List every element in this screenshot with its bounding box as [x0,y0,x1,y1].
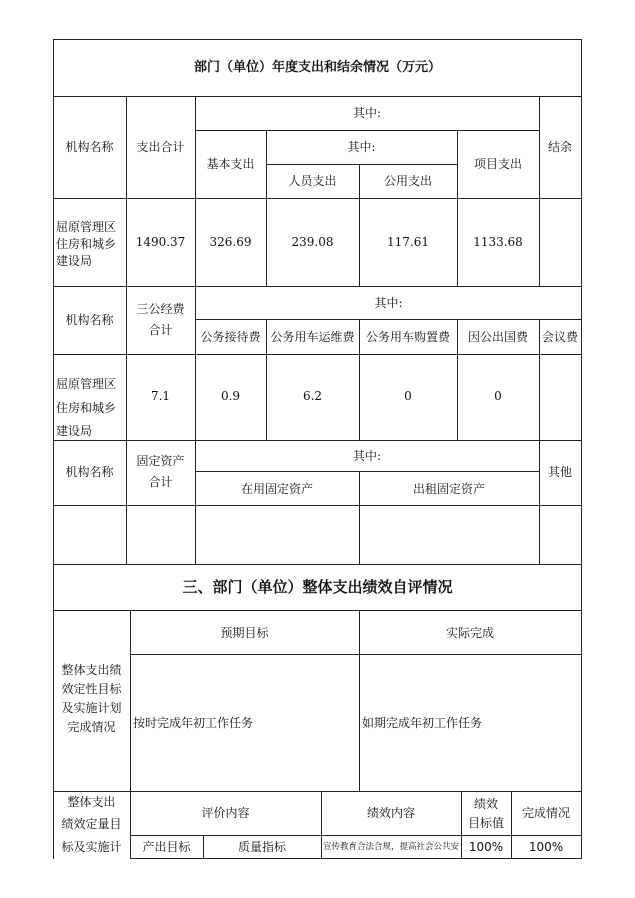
line [195,96,196,286]
abroad-value: 0 [494,389,502,403]
line [53,791,582,792]
three-public-header: 合计 [148,323,173,337]
qualitative-label: 完成情况 [67,720,116,734]
project-value: 1133.68 [473,235,523,249]
line [539,96,540,286]
reception-header: 公务接待费 [200,330,261,344]
three-public-header: 三公经费 [136,302,185,316]
line [195,319,582,320]
expected-goal-header: 预期目标 [220,626,269,640]
expected-goal-text: 按时完成年初工作任务 [133,716,254,730]
line [126,96,127,286]
perf-target-header: 绩效 [473,797,498,811]
org-name-line: 建设局 [56,254,93,268]
line [53,505,582,506]
line [130,858,582,859]
of-which-header: 其中: [374,296,403,310]
line [53,96,582,97]
perf-target-header: 目标值 [467,816,504,830]
personnel-value: 239.08 [291,235,334,249]
line [53,39,54,859]
basic-expense-header: 基本支出 [206,157,255,171]
other-header: 其他 [547,465,572,479]
line [53,564,582,565]
line [457,130,458,286]
org-name-header: 机构名称 [65,465,114,479]
total-value: 1490.37 [135,235,186,249]
rented-assets-header: 出租固定资产 [412,482,485,496]
line [53,286,582,287]
line [539,440,540,564]
perf-row-text: 宣传教育合法合规，提高社会公共安 [322,842,459,852]
line [130,610,131,859]
qualitative-label: 及实施计划 [61,701,122,715]
org-name-line: 屈原管理区 [56,377,117,391]
quantitative-label: 整体支出 [67,795,116,809]
of-which-header: 其中: [352,449,382,463]
actual-done-text: 如期完成年初工作任务 [362,716,483,730]
line [53,610,582,611]
public-header: 公用支出 [383,174,432,188]
of-which-header: 其中: [352,106,382,120]
section1-title: 部门（单位）年度支出和结余情况（万元） [193,60,441,75]
perf-content-header: 绩效内容 [366,806,415,820]
vehicle-operation-value: 6.2 [302,389,323,403]
line [581,39,582,859]
line [266,164,457,165]
qualitative-label: 整体支出绩 [61,663,122,677]
meeting-header: 会议费 [541,330,578,344]
org-name-line: 屈原管理区 [56,220,117,234]
target-value: 100% [468,840,504,854]
total-expense-header: 支出合计 [136,140,185,154]
abroad-header: 因公出国费 [467,330,528,344]
quantitative-label: 标及实施计 [61,840,122,854]
org-name-line: 建设局 [56,424,93,438]
org-name-line: 住房和城乡 [56,237,117,251]
line [195,471,539,472]
line [53,440,582,441]
budget-table [53,39,582,859]
balance-header: 结余 [547,140,572,154]
basic-value: 326.69 [209,235,252,249]
org-name-line: 住房和城乡 [56,401,117,415]
output-goal-cell: 产出目标 [142,840,191,854]
vehicle-operation-header: 公务用车运维费 [270,330,355,344]
line [53,39,582,40]
completion-header: 完成情况 [521,806,570,820]
org-name-header: 机构名称 [65,140,114,154]
of-which-sub-header: 其中: [347,140,376,154]
completion-value: 100% [528,840,564,854]
quality-indicator-cell: 质量指标 [237,840,286,854]
fixed-assets-header: 固定资产 [136,454,185,468]
vehicle-purchase-value: 0 [404,389,412,403]
personnel-header: 人员支出 [288,174,337,188]
reception-value: 0.9 [220,389,241,403]
line [130,654,582,655]
eval-content-header: 评价内容 [201,806,250,820]
public-value: 117.61 [387,235,429,249]
project-header: 项目支出 [473,157,522,171]
line [130,835,582,836]
line [53,198,582,199]
in-use-assets-header: 在用固定资产 [240,482,313,496]
line [195,130,539,131]
line [53,354,582,355]
vehicle-purchase-header: 公务用车购置费 [365,330,450,344]
section4-title: 三、部门（单位）整体支出绩效自评情况 [182,578,453,596]
fixed-assets-header: 合计 [148,475,173,489]
qualitative-label: 效定性目标 [61,682,122,696]
actual-done-header: 实际完成 [445,626,494,640]
org-name-header: 机构名称 [65,313,114,327]
three-public-total-value: 7.1 [150,389,171,403]
quantitative-label: 绩效定量目 [61,817,122,831]
